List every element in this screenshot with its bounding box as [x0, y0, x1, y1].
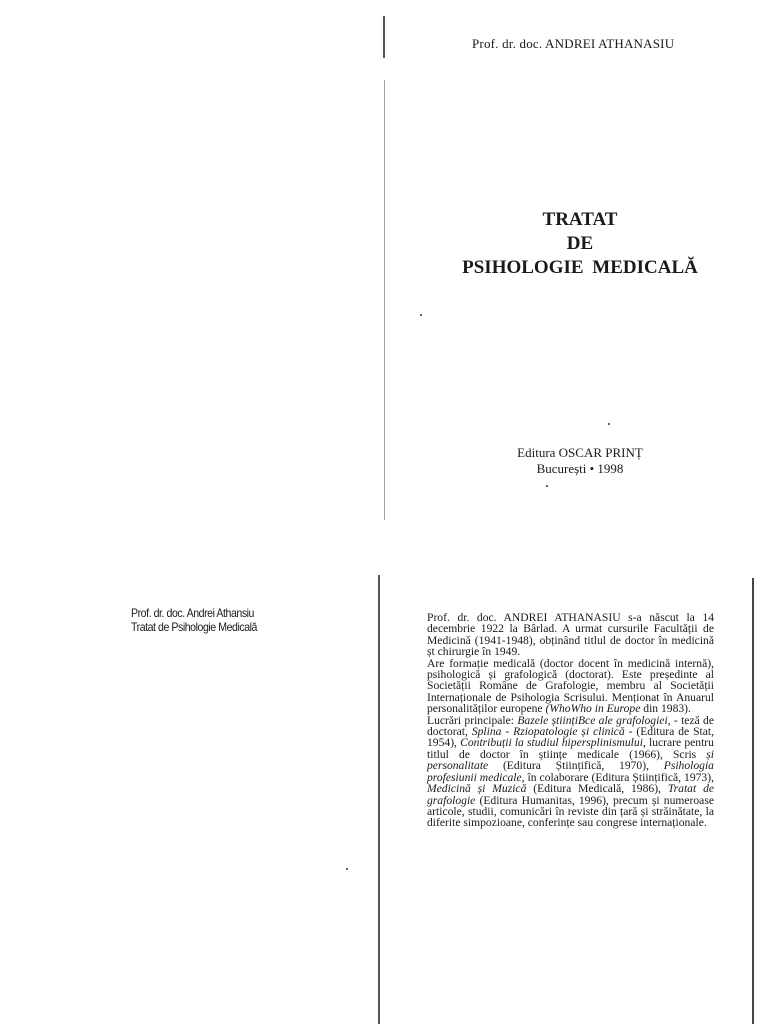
author-header: Prof. dr. doc. ANDREI ATHANASIU: [472, 36, 675, 51]
page-edge-right: [752, 578, 754, 1024]
title-line-1: TRATAT: [542, 209, 618, 230]
bio-paragraph-1: Prof. dr. doc. ANDREI ATHANASIU s-a născut la 14 decembrie 1922 la Bârlad. A urmat cursurile Facultății de Medicină (1941-1948), obținând titlul de doctor în medicină șt chirurgie în 1949.: [427, 611, 714, 659]
publisher-block: [480, 445, 680, 477]
title-line-2: DE: [566, 233, 594, 254]
fold-line-lower: [378, 575, 380, 1024]
credit-author: Prof. dr. doc. Andrei Athansiu: [131, 606, 254, 620]
publisher-name: Editura OSCAR PRINȚ: [517, 445, 643, 460]
spine-credit: [131, 606, 257, 634]
title-line-3: PSIHOLOGIE MEDICALĂ: [462, 257, 698, 278]
scan-speck: [608, 423, 610, 425]
author-biography: [427, 612, 714, 829]
publisher-place-year: București • 1998: [536, 461, 624, 476]
scan-speck: [420, 314, 422, 316]
scan-speck: [346, 868, 348, 870]
credit-title: Tratat de Psihologie Medicală: [131, 620, 257, 634]
bio-paragraph-3: Lucrări principale: Bazele științiBce ale grafologiei, - teză de doctorat, Splina - Rziopatologie și clinică - (Editura de Stat, 1954), Contribuții la studiul hipersplinismului, lucrare pentru titlul de doctor în științe medicale (1966), Scris și personalitate (Editura Științifică, 1970), Psihologia profesiunii medicale, în colaborare (Editura Științifică, 1973), Medicină și Muzică (Editura Medicală, 1986), Tratat de grafologie (Editura Humanitas, 1996), precum și numeroase articole, studii, comunicări în reviste din țară și străinătate, la diferite simpozioane, conferințe sau congrese internaționale.: [427, 713, 715, 830]
bio-paragraph-2: Are formație medicală (doctor docent în medicină internă), psihologică și grafologică (doctorat). Este președinte al Societății Române de Grafologie, membru al Societății Internaționale de Psihologia Scrisului. Menționat în Anuarul personalităților europene (WhoWho in Europe din 1983).: [427, 656, 714, 716]
book-title: [440, 208, 720, 280]
fold-line-upper-mid: [384, 80, 385, 520]
fold-line-upper: [383, 16, 385, 58]
scan-speck: [546, 485, 548, 487]
